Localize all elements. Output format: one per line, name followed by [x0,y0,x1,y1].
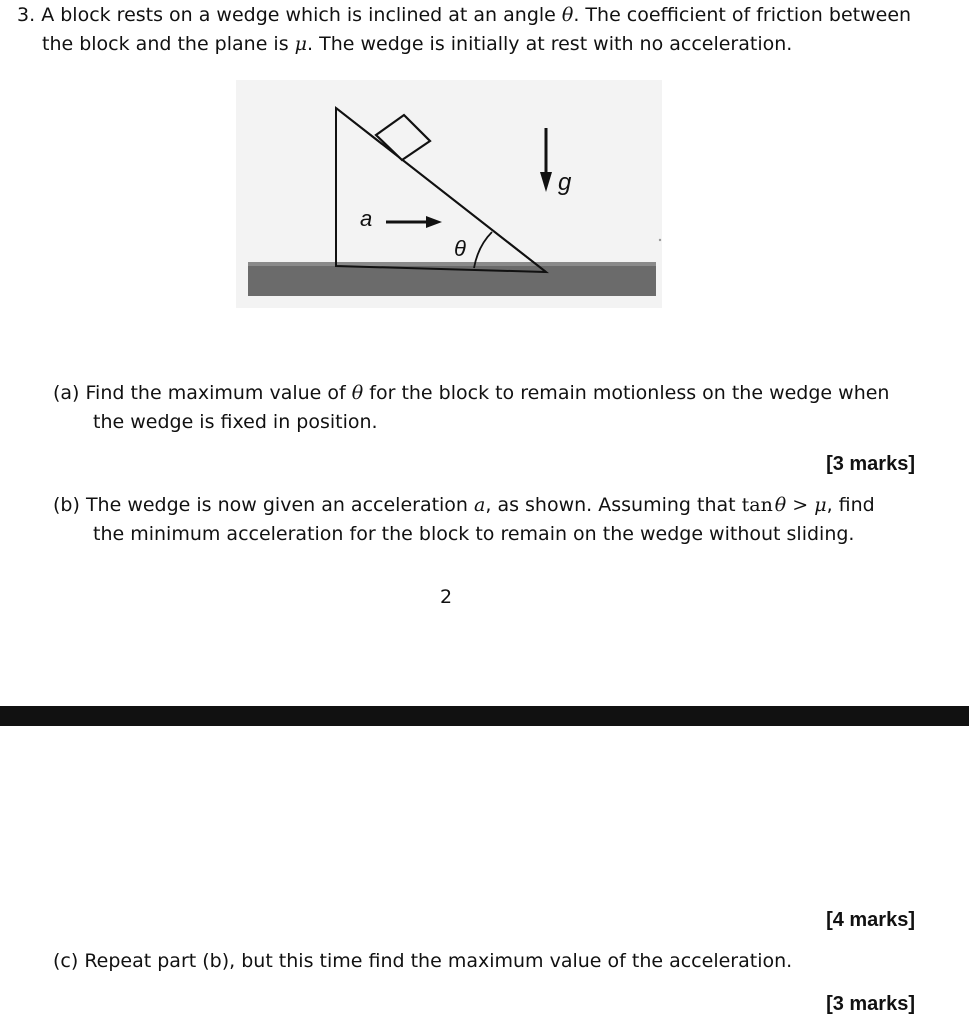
page-number: 2 [440,586,453,608]
page-break-bar [0,706,969,726]
tan-function: tan [741,494,773,516]
stem-text: A block rests on a wedge which is inclined at an angle [41,4,562,26]
stem-text: . The wedge is initially at rest with no acceleration. [307,33,793,55]
part-a-text: Find the maximum value of [85,382,352,404]
ground-slab-top-edge [248,262,656,266]
theta-symbol: θ [561,4,574,26]
part-b-text: , find [826,494,875,516]
part-c-label: (c) [53,950,79,972]
ground-slab [248,262,656,296]
part-c-text: Repeat part (b), but this time find the maximum value of the acceleration. [84,950,793,972]
question-stem-line-1 [17,1,911,30]
part-b-text: The wedge is now given an acceleration [85,494,475,516]
a-variable: a [474,494,486,516]
part-c-line-1 [53,947,792,976]
part-c-marks: [3 marks] [826,993,915,1015]
part-a-label: (a) [53,382,80,404]
part-a-line-2: the wedge is fixed in position. [93,411,378,433]
mu-symbol: μ [814,494,827,516]
theta-symbol: θ [351,382,364,404]
mu-symbol: μ [294,33,308,55]
label-theta: θ [454,236,466,261]
label-a: a [360,206,373,231]
label-g: g [558,169,572,196]
question-number: 3. [17,4,36,26]
question-stem-line-2 [42,30,792,59]
greater-than: > [786,494,815,516]
part-a-marks: [3 marks] [826,453,915,475]
part-b-line-1 [53,491,875,520]
part-a-line-1 [53,379,889,408]
theta-symbol: θ [774,494,787,516]
speck [659,239,661,241]
part-b-marks: [4 marks] [826,909,915,931]
part-b-label: (b) [53,494,80,516]
part-b-text: , as shown. Assuming that [485,494,742,516]
stem-text: the block and the plane is [42,33,295,55]
stem-text: . The coefficient of friction between [573,4,912,26]
wedge-diagram [236,80,662,308]
part-a-text: for the block to remain motionless on the wedge when [363,382,890,404]
part-b-line-2: the minimum acceleration for the block to remain on the wedge without sliding. [93,523,855,545]
